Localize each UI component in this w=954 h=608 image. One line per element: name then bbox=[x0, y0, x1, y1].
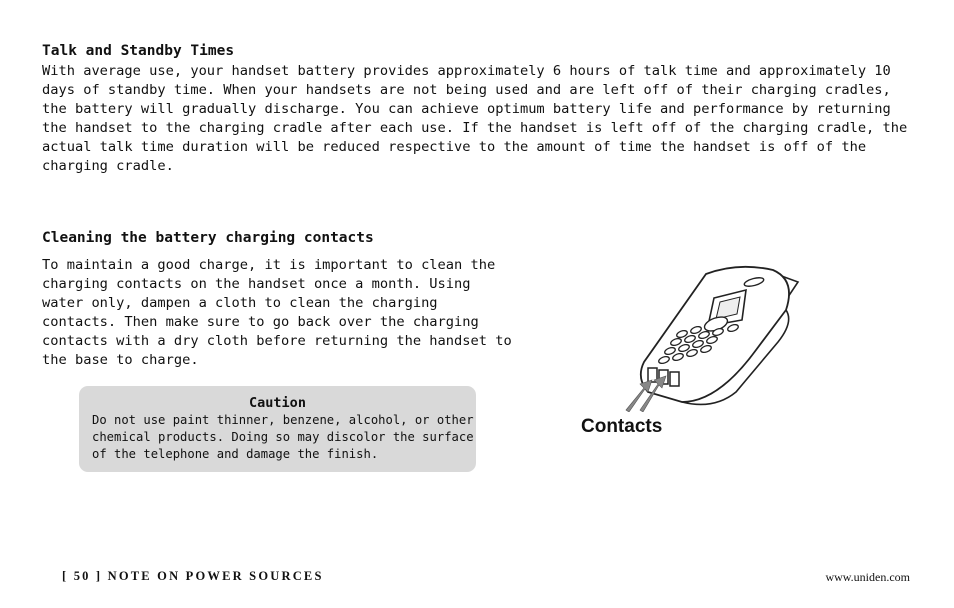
footer-website: www.uniden.com bbox=[825, 570, 910, 584]
caution-title: Caution bbox=[249, 395, 306, 411]
caution-text: Do not use paint thinner, benzene, alcohol, or other chemical products. Doing so may discolor the surface of the telephone and damage the finish. bbox=[92, 413, 474, 461]
contacts-label: Contacts bbox=[581, 416, 663, 437]
section-heading-talk-standby: Talk and Standby Times bbox=[42, 43, 235, 59]
cordless-handset-icon bbox=[618, 262, 808, 412]
cleaning-paragraph: To maintain a good charge, it is important to clean the charging contacts on the handset once a month. Using water only, dampen a cloth to clean the charging contacts. Then make sure to go back over the charging contacts with a dry cloth before returning the handset to the base to charge. bbox=[42, 257, 512, 369]
footer-page-section: [ 50 ] NOTE ON POWER SOURCES bbox=[62, 569, 324, 583]
talk-standby-paragraph: With average use, your handset battery provides approximately 6 hours of talk time and approximately 10 days of standby time. When your handsets are not being used and are left off of their charging cradles, the battery will gradually discharge. You can achieve optimum battery life and performance by returning the handset to the charging cradle after each use. If the handset is left off of the charging cradle, the actual talk time duration will be reduced respective to the amount of time the handset is off of the charging cradle. bbox=[42, 63, 908, 175]
section-heading-cleaning: Cleaning the battery charging contacts bbox=[42, 230, 374, 246]
caution-box bbox=[79, 386, 476, 472]
